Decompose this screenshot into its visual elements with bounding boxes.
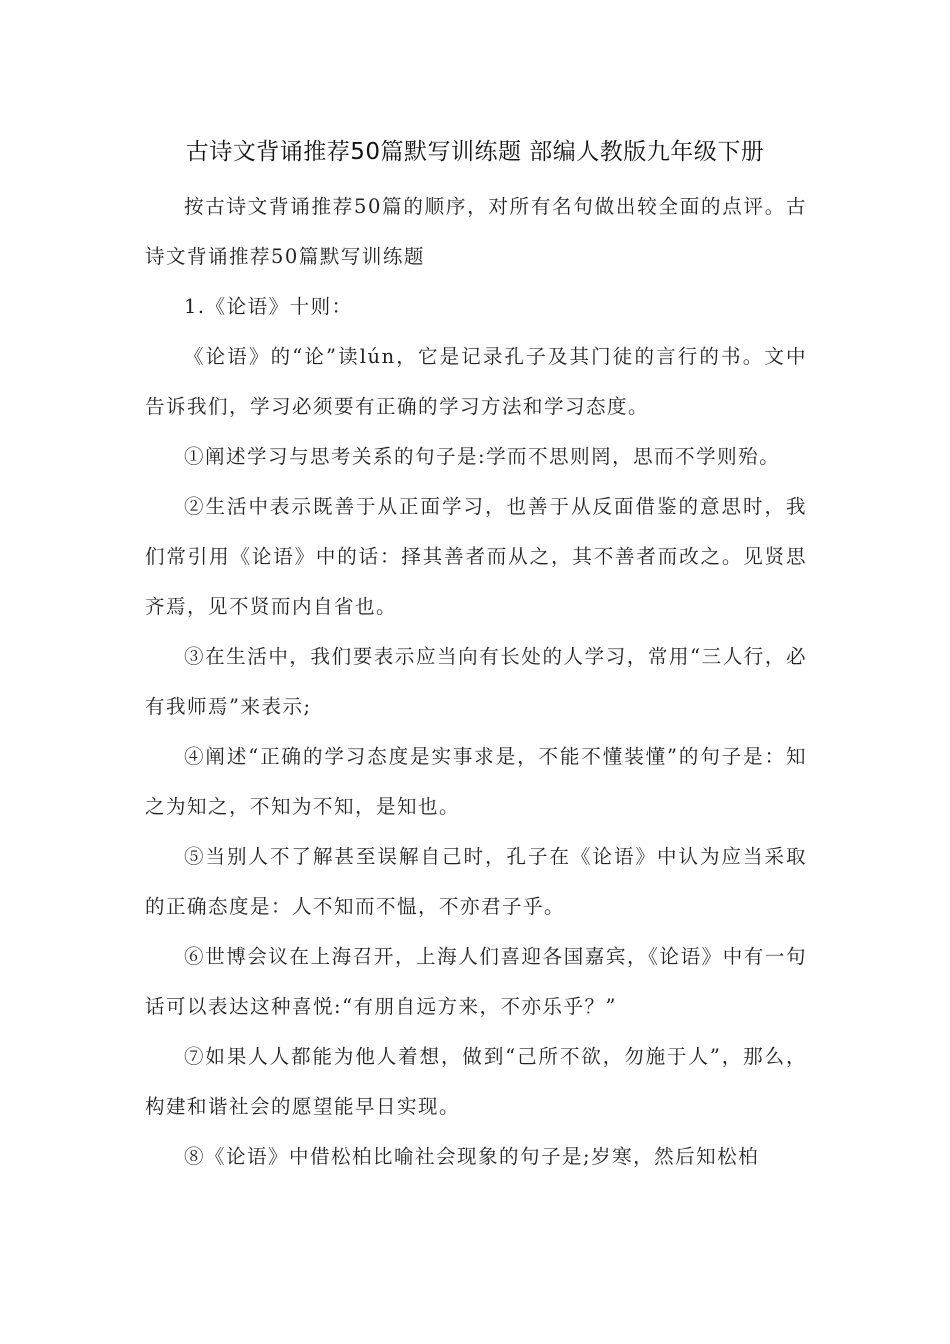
document-body: [145, 182, 807, 1182]
lunyu-description-paragraph: 《论语》的“论”读lún，它是记录孔子及其门徒的言行的书。文中告诉我们，学习必须要有正确的学习方法和学习态度。: [145, 345, 807, 418]
item-paragraph-1: ①阐述学习与思考关系的句子是:学而不思则罔，思而不学则殆。: [184, 445, 781, 468]
item-paragraph-8: ⑧《论语》中借松柏比喻社会现象的句子是;岁寒，然后知松柏: [184, 1145, 760, 1168]
section-heading-lunyu: 1.《论语》十则：: [184, 295, 353, 318]
item-paragraph-3: ③在生活中，我们要表示应当向有长处的人学习，常用“三人行，必有我师焉”来表示;: [145, 645, 807, 718]
document-title: 古诗文背诵推荐50篇默写训练题 部编人教版九年级下册: [185, 139, 765, 165]
intro-paragraph: 按古诗文背诵推荐50篇的顺序，对所有名句做出较全面的点评。古诗文背诵推荐50篇默写训练题: [145, 195, 807, 268]
item-paragraph-7: ⑦如果人人都能为他人着想，做到“己所不欲，勿施于人”，那么，构建和谐社会的愿望能早日实现。: [145, 1045, 807, 1118]
item-paragraph-4: ④阐述“正确的学习态度是实事求是，不能不懂装懂”的句子是：知之为知之，不知为不知，是知也。: [145, 745, 807, 818]
item-paragraph-2: ②生活中表示既善于从正面学习，也善于从反面借鉴的意思时，我们常引用《论语》中的话：择其善者而从之，其不善者而改之。见贤思齐焉，见不贤而内自省也。: [145, 495, 807, 618]
item-paragraph-6: ⑥世博会议在上海召开，上海人们喜迎各国嘉宾，《论语》中有一句话可以表达这种喜悦:“有朋自远方来，不亦乐乎？”: [145, 945, 807, 1018]
item-paragraph-5: ⑤当别人不了解甚至误解自己时，孔子在《论语》中认为应当采取的正确态度是：人不知而不愠，不亦君子乎。: [145, 845, 807, 918]
